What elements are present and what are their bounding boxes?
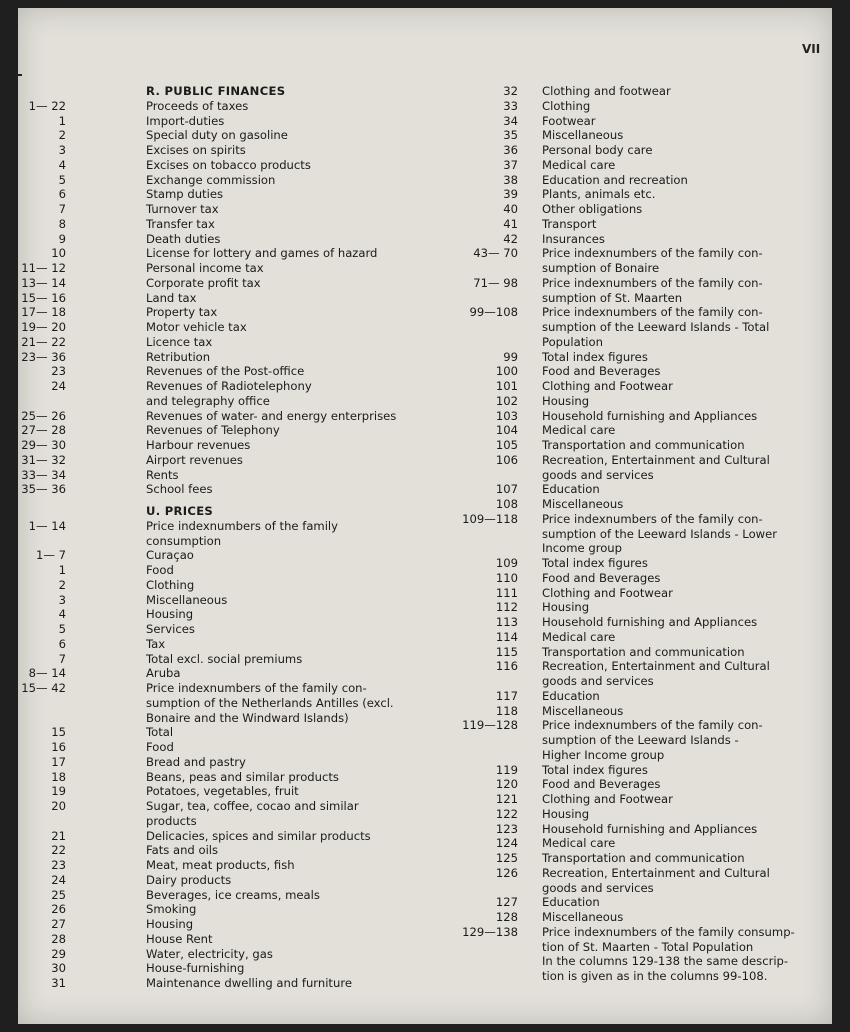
entry-text: Clothing and Footwear (542, 379, 673, 393)
entry-text: House-furnishing (146, 961, 245, 976)
entry-text: Total index figures (542, 349, 648, 364)
entry-text: R. PUBLIC FINANCES (146, 84, 286, 98)
entry-text: sumption of St. Maarten (542, 290, 683, 305)
index-entry (18, 895, 818, 910)
column-number: 11— 12 (21, 261, 66, 275)
entry-text: Sugar, tea, coffee, cocao and similar (146, 799, 359, 813)
entry-text: Food and Beverages (542, 364, 661, 379)
column-number: 119—128 (462, 718, 518, 733)
column-number: 101 (495, 379, 518, 393)
column-number: 1 (58, 563, 66, 577)
entry-text: Recreation, Entertainment and Cultural (542, 452, 770, 467)
index-entry (18, 114, 818, 129)
column-number: 21— 22 (21, 334, 66, 349)
index-entry (18, 173, 818, 188)
entry-text: Food and Beverages (542, 777, 661, 792)
index-entry (18, 615, 818, 630)
entry-text: Corporate profit tax (146, 275, 261, 290)
column-number: 7 (58, 202, 66, 216)
entry-text: goods and services (542, 467, 654, 482)
entry-text: Services (146, 622, 195, 636)
entry-text: Price indexnumbers of the family con- (542, 246, 763, 261)
column-number: 35 (503, 128, 518, 143)
entry-text: Clothing and Footwear (542, 792, 673, 806)
entry-text: Excises on spirits (146, 143, 246, 157)
column-number: 31 (51, 976, 66, 990)
index-entry (18, 836, 818, 851)
index-entry (18, 792, 818, 807)
index-entry (18, 379, 818, 394)
column-number: 108 (495, 497, 518, 511)
column-number: 33 (503, 98, 518, 113)
index-entry (18, 320, 818, 335)
entry-text: sumption of Bonaire (542, 261, 660, 275)
column-number: 29— 30 (21, 438, 66, 452)
index-entry (18, 99, 818, 114)
entry-text: Maintenance dwelling and furniture (146, 976, 352, 990)
entry-text: Special duty on gasoline (146, 128, 288, 143)
column-number: 1— 14 (28, 518, 66, 533)
entry-text: Excises on tobacco products (146, 157, 311, 172)
entry-text: Miscellaneous (146, 592, 228, 607)
entry-text: goods and services (542, 880, 654, 895)
index-entry (18, 187, 818, 202)
index-entry (18, 571, 818, 586)
entry-text: Licence tax (146, 334, 213, 349)
index-entry (18, 246, 818, 261)
entry-text: Recreation, Entertainment and Cultural (542, 865, 770, 880)
entry-text: Miscellaneous (542, 910, 624, 924)
entry-text: Total excl. social premiums (146, 651, 303, 666)
entry-text: Bonaire and the Windward Islands) (146, 710, 349, 725)
entry-text: sumption of the Leeward Islands - Lower (542, 526, 778, 541)
entry-text: Education (542, 895, 600, 910)
column-number: 4 (58, 157, 66, 172)
entry-text: Household furnishing and Appliances (542, 408, 758, 423)
entry-text: Revenues of the Post-office (146, 364, 305, 379)
column-number: 13— 14 (21, 275, 66, 290)
entry-text: Exchange commission (146, 172, 276, 187)
column-number: 23 (51, 858, 66, 872)
entry-text: Medical care (542, 423, 616, 438)
index-entry (18, 541, 818, 556)
index-entry (18, 497, 818, 512)
entry-text: U. PRICES (146, 504, 214, 518)
column-number: 127 (495, 895, 518, 910)
column-number: 99 (503, 349, 518, 364)
column-number: 107 (495, 482, 518, 497)
entry-text: sumption of the Leeward Islands - (542, 733, 739, 747)
index-entry (18, 276, 818, 291)
column-number: 112 (495, 600, 518, 615)
entry-text: Total (146, 725, 174, 740)
column-number: 119 (495, 762, 518, 777)
index-entry (18, 718, 818, 733)
index-entry (18, 866, 818, 881)
column-number: 23 (51, 364, 66, 379)
index-entry (18, 733, 818, 748)
index-entry (18, 851, 818, 866)
column-number: 120 (495, 777, 518, 792)
index-entry (18, 940, 818, 955)
index-entry (18, 630, 818, 645)
column-number: 21 (51, 828, 66, 843)
entry-text: Personal income tax (146, 261, 264, 275)
column-number: 114 (495, 629, 518, 644)
entry-text: Property tax (146, 305, 218, 320)
entry-text: Curaçao (146, 548, 194, 563)
entry-text: Proceeds of taxes (146, 98, 249, 113)
column-number: 1 (58, 113, 66, 128)
entry-text: Total index figures (542, 762, 648, 777)
column-number: 22 (51, 843, 66, 858)
column-number: 20 (51, 799, 66, 813)
index-entry (18, 291, 818, 306)
column-number: 39 (503, 187, 518, 202)
column-number: 126 (495, 865, 518, 880)
index-entry (18, 586, 818, 601)
index-entry (18, 158, 818, 173)
entry-text: Medical care (542, 629, 616, 644)
column-number: 9 (58, 231, 66, 246)
column-number: 40 (503, 202, 518, 216)
entry-text: Medical care (542, 157, 616, 172)
index-entry (18, 748, 818, 763)
entry-text: Footwear (542, 113, 596, 128)
column-number: 28 (51, 931, 66, 946)
entry-text: Smoking (146, 902, 197, 917)
entry-text: sumption of the Netherlands Antilles (excl. (146, 695, 394, 710)
column-number: 16 (51, 740, 66, 754)
entry-text: Rents (146, 467, 179, 482)
column-number: 111 (495, 585, 518, 600)
index-entry (18, 202, 818, 217)
entry-text: Household furnishing and Appliances (542, 821, 758, 836)
entry-text: Turnover tax (146, 202, 219, 216)
entry-text: products (146, 813, 197, 828)
entry-text: Potatoes, vegetables, fruit (146, 784, 299, 799)
column-number: 104 (495, 423, 518, 438)
index-entry (18, 453, 818, 468)
index-entry (18, 261, 818, 276)
index-entry (18, 232, 818, 247)
column-number: 117 (495, 688, 518, 703)
index-entry (18, 600, 818, 615)
entry-text: Housing (542, 806, 590, 821)
page-number: VII (802, 42, 821, 56)
column-number: 42 (503, 231, 518, 246)
column-number: 27— 28 (21, 423, 66, 438)
index-entry (18, 954, 818, 969)
column-number: 27 (51, 917, 66, 931)
column-number: 113 (495, 615, 518, 629)
entry-text: Miscellaneous (542, 703, 624, 718)
column-number: 15 (51, 725, 66, 740)
entry-text: Price indexnumbers of the family (146, 518, 339, 533)
column-number: 109—118 (462, 511, 518, 526)
entry-text: Transport (542, 216, 597, 231)
entry-text: Housing (542, 600, 590, 615)
column-number: 2 (58, 577, 66, 592)
entry-text: goods and services (542, 674, 654, 688)
index-entry (18, 335, 818, 350)
column-number: 32 (503, 84, 518, 98)
entry-text: Harbour revenues (146, 438, 251, 452)
entry-text: Revenues of water- and energy enterprises (146, 408, 397, 423)
index-entry (18, 704, 818, 719)
entry-text: License for lottery and games of hazard (146, 246, 378, 261)
column-number: 5 (58, 172, 66, 187)
column-number: 121 (495, 792, 518, 806)
entry-text: Price indexnumbers of the family con- (542, 275, 763, 290)
index-entry (18, 777, 818, 792)
margin-mark (12, 74, 22, 76)
column-number: 15— 16 (21, 290, 66, 305)
column-number: 36 (503, 143, 518, 157)
column-number: 31— 32 (21, 452, 66, 467)
column-number: 30 (51, 961, 66, 976)
column-number: 37 (503, 157, 518, 172)
entry-text: Housing (146, 917, 194, 931)
column-number: 115 (495, 644, 518, 659)
entry-text: Dairy products (146, 872, 232, 887)
entry-text: Education (542, 688, 600, 703)
column-number: 118 (495, 703, 518, 718)
column-number: 102 (495, 393, 518, 408)
column-number: 3 (58, 143, 66, 157)
entry-text: Personal body care (542, 143, 653, 157)
entry-text: Stamp duties (146, 187, 223, 202)
index-entry (18, 969, 818, 984)
entry-text: Retribution (146, 349, 211, 364)
entry-text: Household furnishing and Appliances (542, 615, 758, 629)
entry-text: Fats and oils (146, 843, 219, 858)
column-number: 3 (58, 592, 66, 607)
entry-text: House Rent (146, 931, 213, 946)
index-entry (18, 438, 818, 453)
entry-text: Water, electricity, gas (146, 946, 273, 961)
index-entry (18, 659, 818, 674)
entry-text: Medical care (542, 836, 616, 851)
index-entry (18, 512, 818, 527)
column-number: 33— 34 (21, 467, 66, 482)
entry-text: Price indexnumbers of the family con- (542, 718, 763, 733)
entry-text: Death duties (146, 231, 221, 246)
column-number: 6 (58, 636, 66, 651)
entry-text: Beans, peas and similar products (146, 769, 339, 784)
index-entry (18, 645, 818, 660)
entry-text: Miscellaneous (542, 128, 624, 143)
entry-text: Land tax (146, 290, 197, 305)
entry-text: Plants, animals etc. (542, 187, 656, 202)
entry-text: Price indexnumbers of the family consump- (542, 924, 795, 939)
column-number: 109 (495, 556, 518, 570)
entry-text: Delicacies, spices and similar products (146, 828, 371, 843)
index-entry (18, 468, 818, 483)
index-entry (18, 482, 818, 497)
entry-text: Higher Income group (542, 747, 665, 762)
column-number: 71— 98 (473, 275, 518, 290)
column-number: 129—138 (462, 924, 518, 939)
index-entry (18, 527, 818, 542)
entry-text: Insurances (542, 231, 605, 246)
entry-text: Motor vehicle tax (146, 320, 247, 334)
column-number: 2 (58, 128, 66, 143)
column-number: 43— 70 (473, 246, 518, 261)
column-number: 23— 36 (21, 349, 66, 364)
entry-text: Other obligations (542, 202, 643, 216)
column-number: 24 (51, 872, 66, 887)
column-number: 5 (58, 622, 66, 636)
index-entry (18, 305, 818, 320)
index-entry (18, 409, 818, 424)
index-entry (18, 423, 818, 438)
entry-text: Meat, meat products, fish (146, 858, 295, 872)
column-number: 8— 14 (28, 666, 66, 681)
entry-text: consumption (146, 533, 222, 548)
column-number: 116 (495, 659, 518, 674)
entry-text: Education (542, 482, 600, 497)
column-number: 24 (51, 379, 66, 393)
column-number: 35— 36 (21, 482, 66, 497)
entry-text: Beverages, ice creams, meals (146, 887, 320, 902)
entry-text: Transportation and communication (542, 438, 745, 452)
entry-text: Import-duties (146, 113, 225, 128)
column-number: 25— 26 (21, 408, 66, 423)
index-entry (18, 394, 818, 409)
index-entry (18, 556, 818, 571)
column-number: 8 (58, 216, 66, 231)
column-number: 15— 42 (21, 681, 66, 695)
column-number: 10 (51, 246, 66, 261)
column-number: 17 (51, 754, 66, 769)
index-entry (18, 128, 818, 143)
entry-text: Clothing and Footwear (542, 585, 673, 600)
entry-text: Revenues of Radiotelephony (146, 379, 312, 393)
index-entry (18, 822, 818, 837)
index-entry (18, 807, 818, 822)
column-number: 41 (503, 216, 518, 231)
column-number: 6 (58, 187, 66, 202)
index-entry (18, 881, 818, 896)
entry-text: Population (542, 334, 603, 349)
entry-text: Transportation and communication (542, 851, 745, 865)
index-entry (18, 143, 818, 158)
entry-text: School fees (146, 482, 213, 497)
column-number: 18 (51, 769, 66, 784)
index-entry (18, 84, 818, 99)
entry-text: Food (146, 563, 174, 577)
right-column (18, 84, 818, 984)
entry-text: In the columns 129-138 the same descrip- (542, 954, 789, 969)
column-number: 19— 20 (21, 320, 66, 334)
entry-text: Revenues of Telephony (146, 423, 280, 438)
index-entry (18, 925, 818, 940)
index-entry (18, 350, 818, 365)
column-number: 7 (58, 651, 66, 666)
index-entry (18, 689, 818, 704)
entry-text: tion is given as in the columns 99-108. (542, 969, 768, 983)
entry-text: Price indexnumbers of the family con- (542, 511, 763, 526)
entry-text: Price indexnumbers of the family con- (542, 305, 763, 320)
column-number: 26 (51, 902, 66, 917)
column-number: 29 (51, 946, 66, 961)
entry-text: Clothing (146, 577, 195, 592)
column-number: 99—108 (469, 305, 518, 320)
column-number: 105 (495, 438, 518, 452)
column-number: 123 (495, 821, 518, 836)
entry-text: Aruba (146, 666, 181, 681)
column-number: 125 (495, 851, 518, 865)
column-number: 19 (51, 784, 66, 799)
index-entry (18, 763, 818, 778)
column-number: 17— 18 (21, 305, 66, 320)
entry-text: Total index figures (542, 556, 648, 570)
column-number: 124 (495, 836, 518, 851)
entry-text: Bread and pastry (146, 754, 246, 769)
entry-text: Price indexnumbers of the family con- (146, 681, 367, 695)
entry-text: Airport revenues (146, 452, 243, 467)
entry-text: Food and Beverages (542, 570, 661, 585)
entry-text: Housing (542, 393, 590, 408)
column-number: 100 (495, 364, 518, 379)
column-number: 4 (58, 607, 66, 622)
page (18, 8, 832, 1024)
entry-text: Housing (146, 607, 194, 622)
column-number: 106 (495, 452, 518, 467)
entry-text: Clothing and footwear (542, 84, 671, 98)
column-number: 1— 22 (28, 98, 66, 113)
entry-text: Clothing (542, 98, 591, 113)
column-number: 25 (51, 887, 66, 902)
column-number: 34 (503, 113, 518, 128)
column-number: 128 (495, 910, 518, 924)
entry-text: and telegraphy office (146, 393, 270, 408)
column-number: 38 (503, 172, 518, 187)
entry-text: sumption of the Leeward Islands - Total (542, 320, 770, 334)
entry-text: Recreation, Entertainment and Cultural (542, 659, 770, 674)
index-entry (18, 910, 818, 925)
entry-text: Income group (542, 541, 623, 556)
column-number: 110 (495, 570, 518, 585)
entry-text: Education and recreation (542, 172, 688, 187)
column-number: 103 (495, 408, 518, 423)
entry-text: tion of St. Maarten - Total Population (542, 939, 754, 954)
index-entry (18, 674, 818, 689)
entry-text: Miscellaneous (542, 497, 624, 511)
entry-text: Transfer tax (146, 216, 215, 231)
index-entry (18, 217, 818, 232)
entry-text: Tax (146, 636, 166, 651)
column-number: 122 (495, 806, 518, 821)
entry-text: Food (146, 740, 174, 754)
column-number: 1— 7 (35, 548, 66, 563)
index-entry (18, 364, 818, 379)
entry-text: Transportation and communication (542, 644, 745, 659)
